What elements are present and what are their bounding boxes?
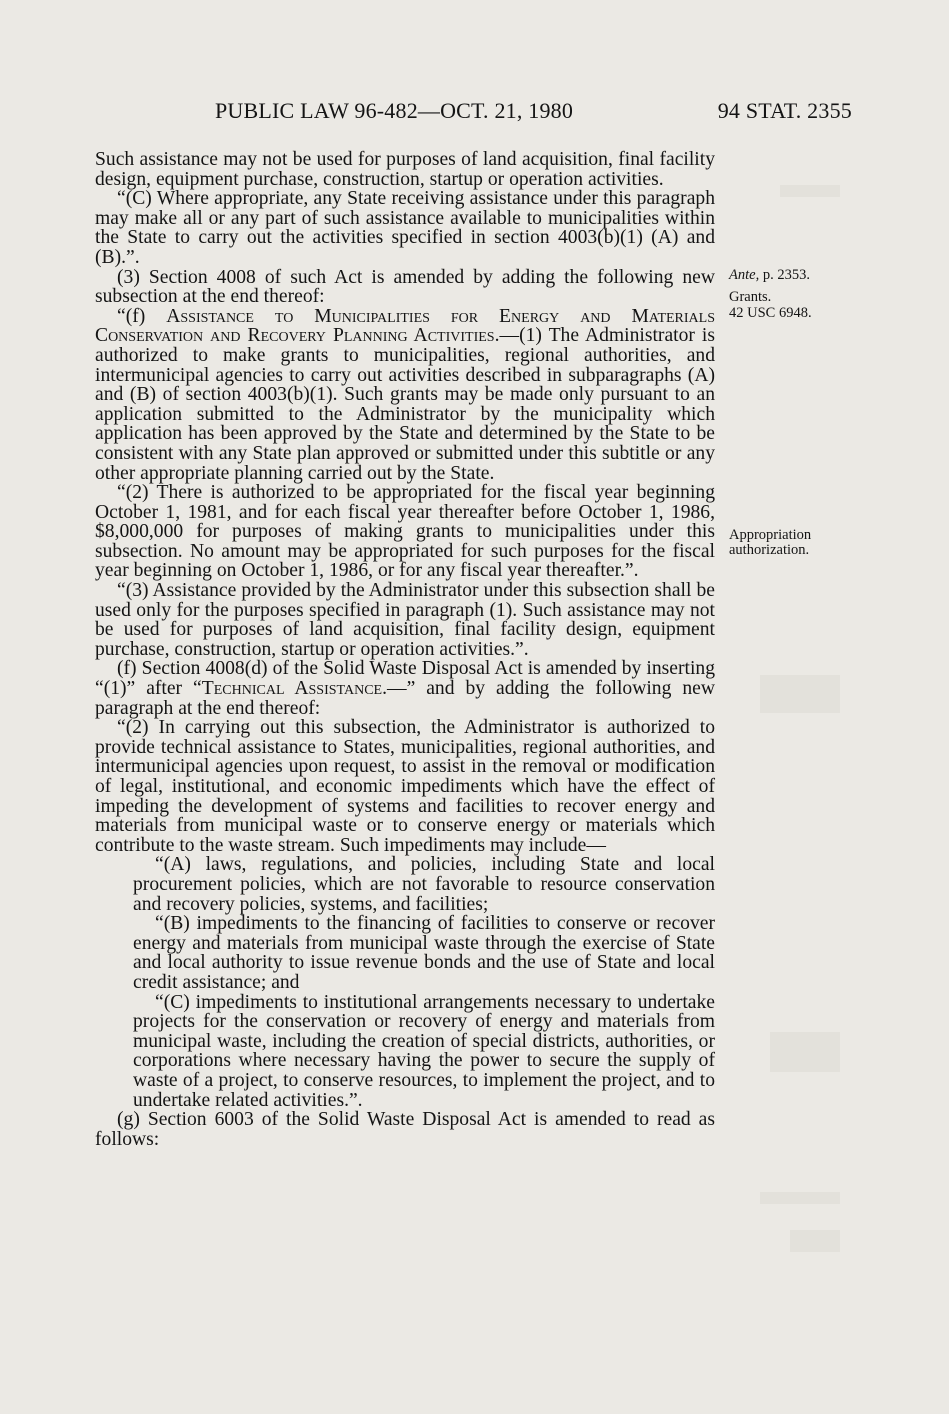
paragraph-section-4008-amendment: (3) Section 4008 of such Act is amended by adding the following new subsection at the end thereof: bbox=[95, 266, 715, 308]
paragraph-4008d-text-b: —” and by adding the following new paragraph at the end thereof: bbox=[95, 678, 716, 719]
margin-note-appropriation: Appropriation bbox=[729, 527, 812, 543]
paragraph-4008d-text-a: (f) Section 4008(d) of the Solid Waste Disposal Act is amended by inserting “(1)” after “ bbox=[95, 658, 715, 700]
paragraph-2-appropriation: “(2) There is authorized to be appropriated for the fiscal year beginning October 1, 1981, and for each fiscal year thereafter before October 1, 1986, $8,000,000 for purposes of making grants to municipalities under this subsection. No amount may be appropriated for such purposes for the fiscal year beginning on October 1, 1986, or for any fiscal year thereafter.”. bbox=[95, 482, 715, 582]
subparagraph-a-laws: “(A) laws, regulations, and policies, including State and local procurement policies, which are not favorable to resource conservation and recovery policies, systems, and facilities; bbox=[133, 854, 715, 915]
paragraph-2-technical-assistance: “(2) In carrying out this subsection, the Administrator is authorized to provide technical assistance to States, municipalities, regional authorities, and intermunicipal agencies upon request, to assist in the removal or modification of legal, institutional, and economic impediments which have the effect of impeding the development of systems and facilities to recover energy and materials from municipal waste or to conserve energy or materials which contribute to the waste stream. Such impediments may include— bbox=[95, 717, 715, 856]
paragraph-f-text: —(1) The Administrator is authorized to make grants to municipalities, regional authorities, and intermunicipal agencies to carry out activities described in subparagraphs (A) and (B) of section 4003(b)(1). Such grants may be made only pursuant to an application submitted to the Administrator by the municipality which application has been approved by the State and determined by the State to be consistent with any State plan approved or submitted under this subtitle or any other appropriate planning carried out by the State. bbox=[95, 325, 715, 484]
paragraph-3-assistance-use: “(3) Assistance provided by the Administrator under this subsection shall be used only for the purposes specified in paragraph (1). Such assistance may not be used for purposes of land acquisition, final facility design, equipment purchase, construction, startup or operation activities.”. bbox=[95, 580, 715, 660]
subparagraph-b-financing: “(B) impediments to the financing of facilities to conserve or recover energy and materials from municipal waste through the exercise of State and local authority to issue revenue bonds and the use of State and local credit assistance; and bbox=[133, 913, 715, 993]
bleed-through-mark bbox=[760, 675, 840, 713]
paragraph-f-municipal-planning bbox=[95, 307, 715, 483]
margin-note-ante-italic: Ante, bbox=[729, 267, 760, 283]
paragraph-section-4008d-amendment bbox=[95, 659, 715, 718]
paragraph-f-heading: Assistance to Municipalities for Energy and Materials Conservation and Recovery Planning Activities. bbox=[95, 305, 716, 347]
subparagraph-c-institutional: “(C) impediments to institutional arrangements necessary to undertake projects for the conservation or recovery of energy and materials from municipal waste, including the creation of special districts, authorities, or corporations where necessary having the power to secure the supply of waste of a project, to conserve resources, to implement the project, and to undertake related activities.”. bbox=[133, 991, 715, 1111]
bleed-through-mark bbox=[780, 185, 840, 197]
paragraph-assistance-limits: Such assistance may not be used for purposes of land acquisition, final facility design, equipment purchase, construction, startup or operation activities. bbox=[95, 149, 715, 190]
paragraph-4008d-smallcaps: Technical Assistance. bbox=[201, 678, 387, 700]
paragraph-c-state-assistance: “(C) Where appropriate, any State receiving assistance under this paragraph may make all or any part of such assistance available to municipalities within the State to carry out the activities specified in section 4003(b)(1) (A) and (B).”. bbox=[95, 188, 715, 268]
margin-note-ante-page: p. 2353. bbox=[759, 267, 810, 283]
paragraph-g-section-6003: (g) Section 6003 of the Solid Waste Disposal Act is amended to read as follows: bbox=[95, 1109, 715, 1150]
bleed-through-mark bbox=[790, 1230, 840, 1252]
margin-note-usc: 42 USC 6948. bbox=[729, 305, 812, 321]
margin-note-ante bbox=[729, 268, 810, 284]
running-head-title: PUBLIC LAW 96-482—OCT. 21, 1980 bbox=[215, 98, 574, 123]
bleed-through-mark bbox=[760, 1192, 840, 1204]
bleed-through-mark bbox=[770, 1032, 840, 1072]
body-text-column bbox=[95, 150, 715, 1149]
running-head-stat-page: 94 STAT. 2355 bbox=[717, 98, 852, 123]
margin-note-grants: Grants. bbox=[729, 289, 772, 305]
margin-note-authorization: authorization. bbox=[729, 542, 810, 558]
paragraph-f-open: “(f) bbox=[117, 305, 167, 327]
